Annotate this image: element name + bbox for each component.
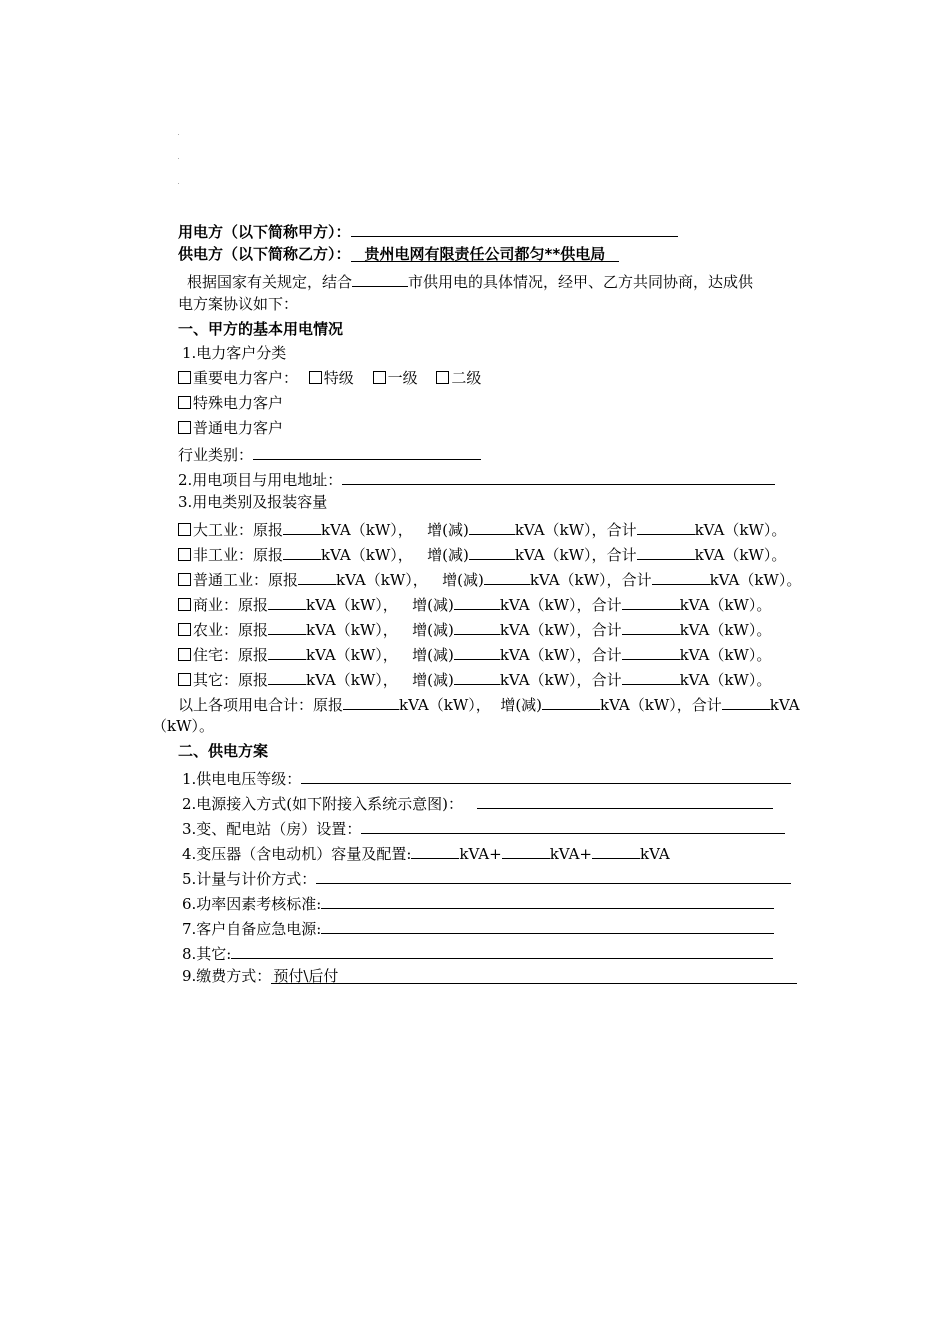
intro-line-1: 根据国家有关规定，结合 市供用电的具体情况，经甲、乙方共同协商，达成供 — [187, 269, 753, 289]
margin-mark — [178, 158, 179, 159]
category-row: 农业：原报 kVA（kW）， 增(减) kVA（kW），合计 kVA（kW）。 — [178, 617, 771, 637]
section1-item1: 1.电力客户分类 — [182, 344, 287, 362]
special-grade-checkbox[interactable] — [309, 371, 322, 384]
section2-title: 二、供电方案 — [178, 742, 269, 760]
power-factor-field[interactable] — [321, 891, 774, 909]
section1-item2-row: 2.用电项目与用电地址： — [178, 467, 775, 487]
sum-row-tail: （kW）。 — [152, 717, 215, 735]
section2-item2-row: 2.电源接入方式(如下附接入系统示意图)： — [182, 791, 773, 811]
category-row: 大工业：原报 kVA（kW）， 增(减) kVA（kW），合计 kVA（kW）。 — [178, 517, 786, 537]
access-method-field[interactable] — [477, 791, 773, 809]
category-checkbox[interactable] — [178, 648, 191, 661]
substation-field[interactable] — [361, 816, 785, 834]
party-a-label: 用电方（以下简称甲方）： — [178, 223, 351, 241]
party-b-label: 供电方（以下简称乙方）： — [178, 245, 351, 263]
backup-power-field[interactable] — [321, 916, 774, 934]
category-checkbox[interactable] — [178, 673, 191, 686]
special-customer-checkbox[interactable] — [178, 396, 191, 409]
section2-item9-row: 9.缴费方式： 预付\后付 — [182, 966, 797, 986]
payment-method-field[interactable]: 预付\后付 — [271, 966, 797, 984]
section1-item3: 3.用电类别及报装容量 — [178, 493, 328, 511]
margin-mark — [178, 134, 179, 135]
category-row: 商业：原报 kVA（kW）， 增(减) kVA（kW），合计 kVA（kW）。 — [178, 592, 771, 612]
category-row: 非工业：原报 kVA（kW）， 增(减) kVA（kW），合计 kVA（kW）。 — [178, 542, 786, 562]
section1-title: 一、甲方的基本用电情况 — [178, 320, 344, 338]
section2-item6-row: 6.功率因素考核标准: — [182, 891, 774, 911]
normal-customer-row: 普通电力客户 — [178, 418, 283, 438]
category-checkbox[interactable] — [178, 598, 191, 611]
margin-mark — [178, 183, 179, 184]
party-b-row — [178, 244, 619, 264]
other-field[interactable] — [231, 941, 773, 959]
industry-field[interactable] — [253, 442, 481, 460]
voltage-field[interactable] — [301, 766, 791, 784]
section2-item3-row: 3.变、配电站（房）设置： — [182, 816, 785, 836]
city-field[interactable] — [352, 269, 408, 287]
grade2-checkbox[interactable] — [436, 371, 449, 384]
project-address-field[interactable] — [342, 467, 775, 485]
category-checkbox[interactable] — [178, 548, 191, 561]
special-customer-row: 特殊电力客户 — [178, 393, 283, 413]
category-row: 普通工业：原报 kVA（kW）， 增(减) kVA（kW），合计 kVA（kW）。 — [178, 567, 801, 587]
party-a-field[interactable] — [351, 219, 678, 237]
category-checkbox[interactable] — [178, 523, 191, 536]
section2-item4-row: 4.变压器（含电动机）容量及配置: kVA+ kVA+ kVA — [182, 841, 670, 861]
category-checkbox[interactable] — [178, 573, 191, 586]
party-b-value: 贵州电网有限责任公司都匀**供电局 — [351, 244, 620, 262]
important-customer-row: 重要电力客户： 特级 一级 二级 — [178, 368, 481, 388]
category-row: 其它：原报 kVA（kW）， 增(减) kVA（kW），合计 kVA（kW）。 — [178, 667, 771, 687]
important-customer-checkbox[interactable] — [178, 371, 191, 384]
party-a-row — [178, 219, 678, 239]
section2-item7-row: 7.客户自备应急电源: — [182, 916, 774, 936]
grade1-checkbox[interactable] — [373, 371, 386, 384]
section2-item8-row: 8.其它: — [182, 941, 773, 961]
intro-line-2: 电方案协议如下： — [178, 295, 299, 313]
section2-item1-row: 1.供电电压等级： — [182, 766, 791, 786]
category-checkbox[interactable] — [178, 623, 191, 636]
category-row: 住宅：原报 kVA（kW）， 增(减) kVA（kW），合计 kVA（kW）。 — [178, 642, 771, 662]
industry-row: 行业类别： — [178, 442, 481, 462]
normal-customer-checkbox[interactable] — [178, 421, 191, 434]
metering-field[interactable] — [316, 866, 791, 884]
sum-row: 以上各项用电合计：原报 kVA（kW）， 增(减) kVA（kW），合计 kVA — [178, 692, 800, 712]
section2-item5-row: 5.计量与计价方式： — [182, 866, 791, 886]
